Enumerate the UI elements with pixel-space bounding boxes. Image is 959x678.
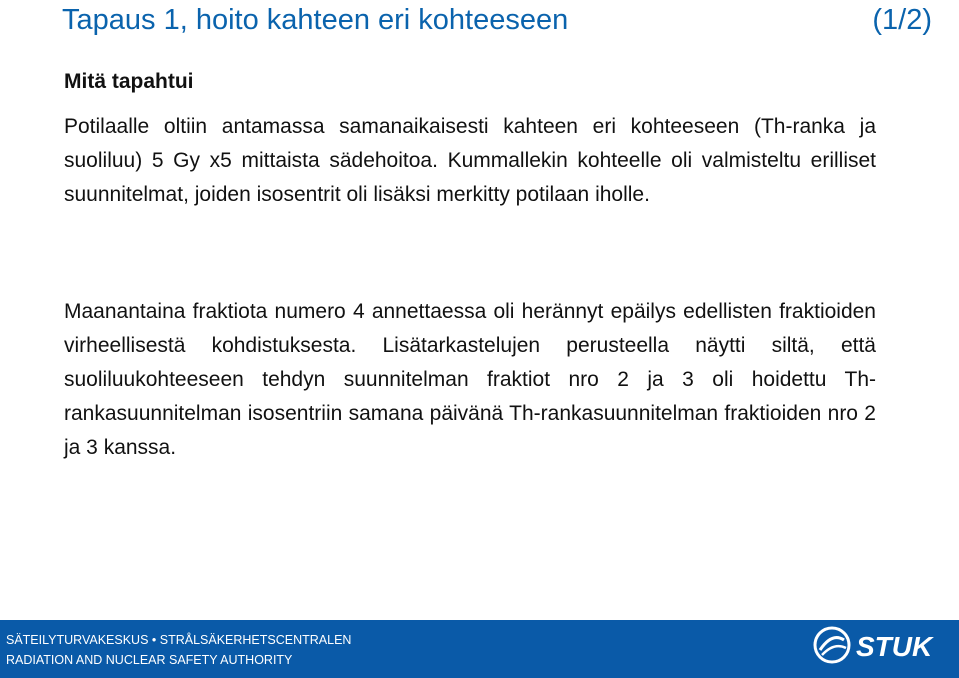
footer-line-1: SÄTEILYTURVAKESKUS • STRÅLSÄKERHETSCENTRALEN — [6, 633, 352, 647]
paragraph-1: Potilaalle oltiin antamassa samanaikaisesti kahteen eri kohteeseen (Th-ranka ja suoliluu) 5 Gy x5 mittaista sädehoitoa. Kummallekin kohteelle oli valmisteltu erilliset suunnitelmat, joiden isosentrit oli lisäksi merkitty potilaan iholle. — [64, 115, 876, 206]
section-heading: Mitä tapahtui — [64, 70, 194, 93]
slide-title-text: Tapaus 1, hoito kahteen eri kohteeseen — [62, 3, 569, 36]
footer-line-2: RADIATION AND NUCLEAR SAFETY AUTHORITY — [6, 653, 293, 667]
page-indicator: (1/2) — [872, 3, 932, 36]
paragraph-2: Maanantaina fraktiota numero 4 annettaessa oli herännyt epäilys edellisten fraktioiden virheellisestä kohdistuksesta. Lisätarkastelujen perusteella näytti siltä, että suoliluukohteeseen tehdyn suunnitelman fraktiot nro 2 ja 3 oli hoidettu Th-rankasuunnitelman isosentriin samana päivänä Th-rankasuunnitelman fraktioiden nro 2 ja 3 kanssa. — [64, 300, 876, 459]
slide-title — [62, 0, 932, 40]
logo-text: STUK — [856, 631, 933, 662]
stuk-logo-icon — [810, 622, 950, 668]
footer-text — [6, 630, 351, 670]
